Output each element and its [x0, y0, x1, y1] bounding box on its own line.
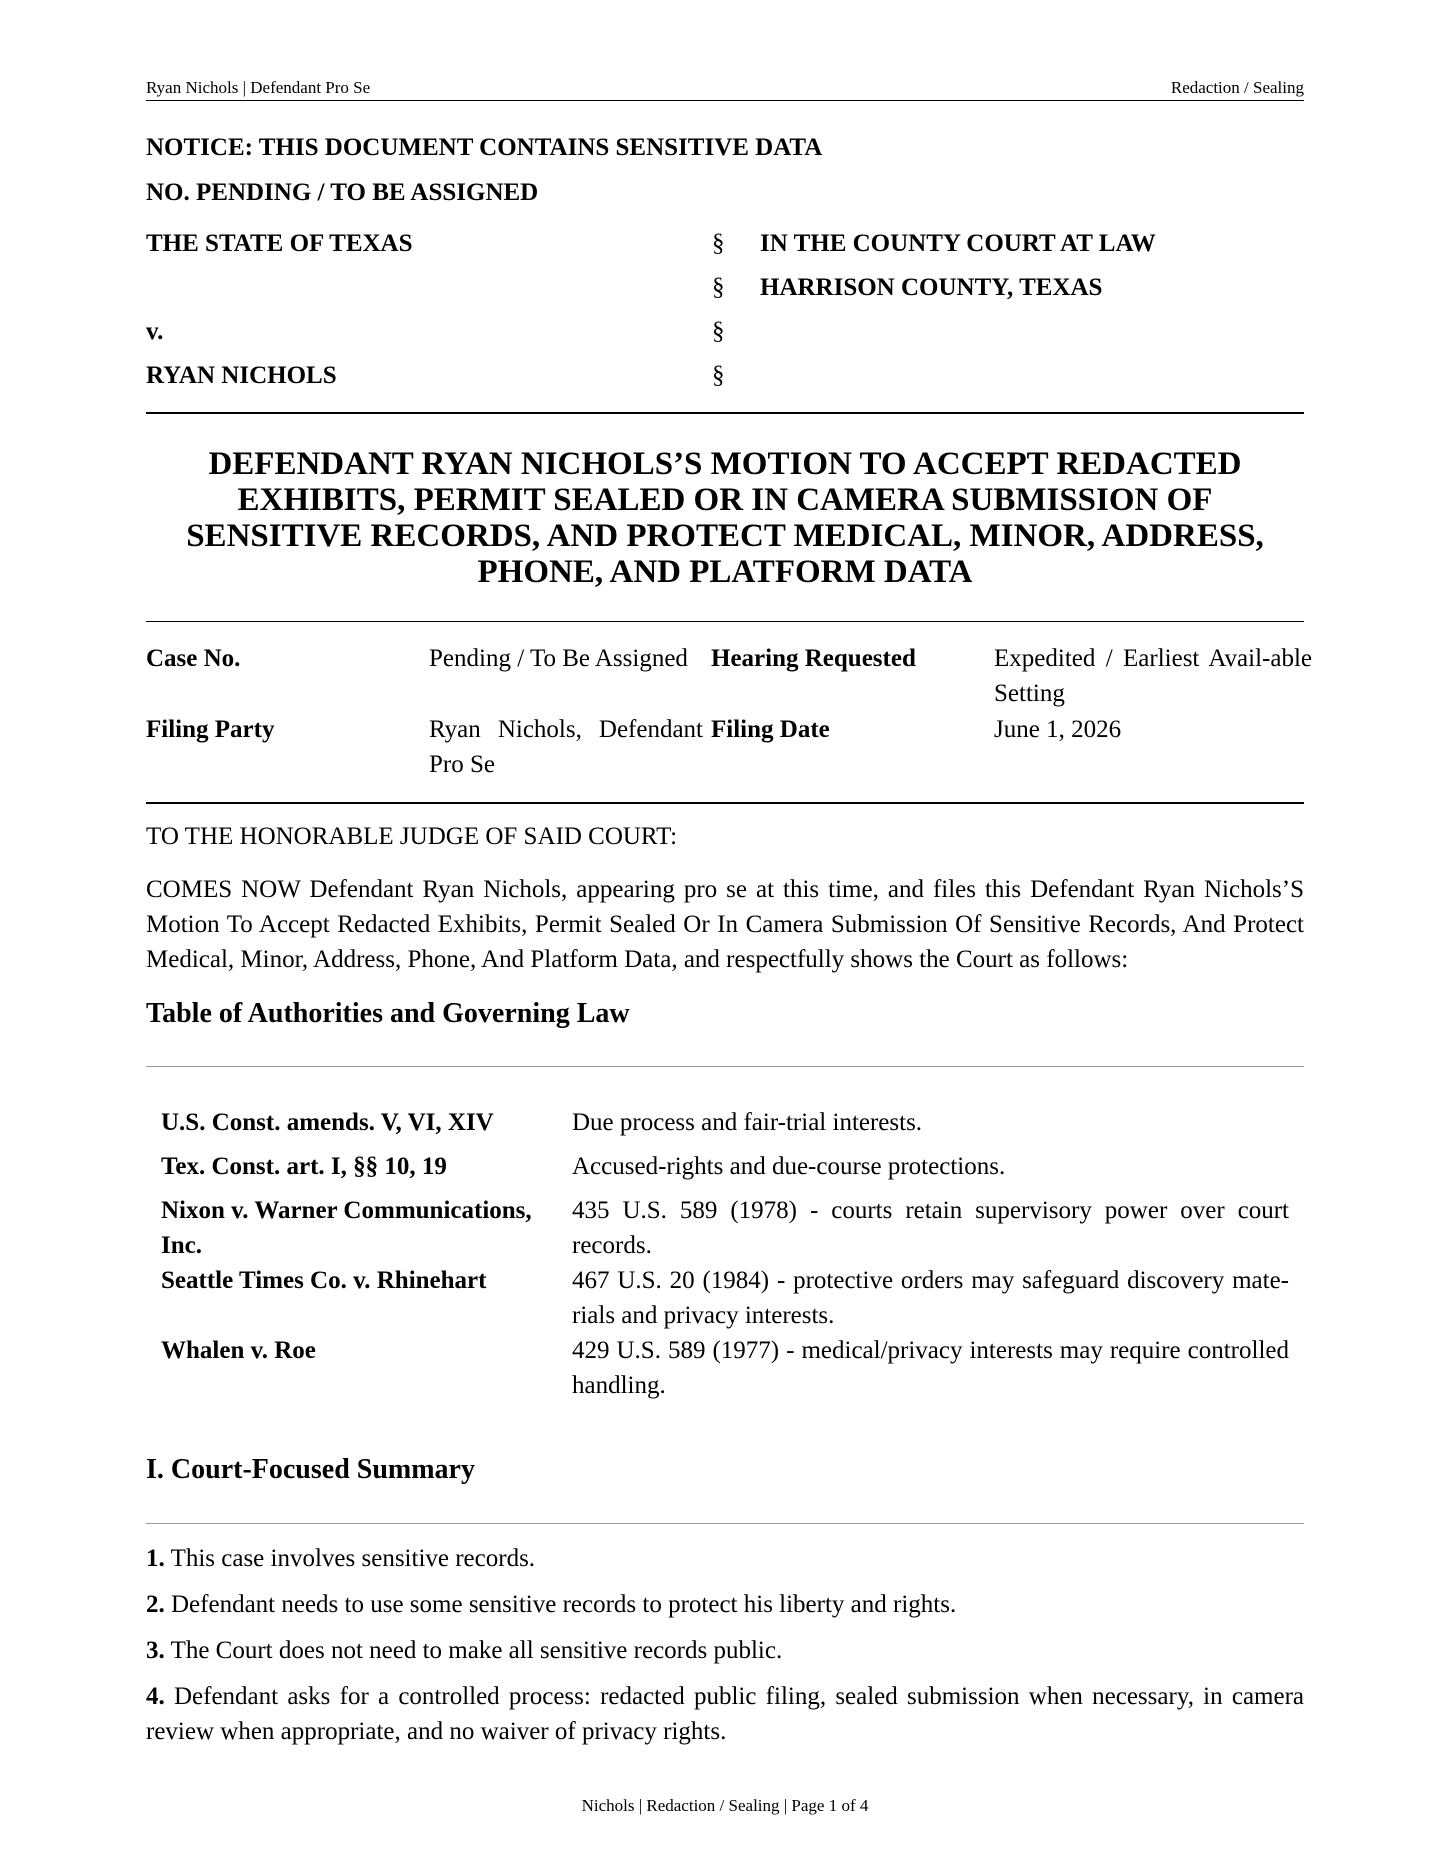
summary-item — [146, 1679, 1304, 1749]
summary-item-text: Defendant needs to use some sensitive records to protect his liberty and rights. — [171, 1591, 957, 1618]
authority-row — [161, 1149, 1289, 1184]
section-symbol: § — [712, 362, 725, 389]
meta-top-divider — [146, 621, 1304, 622]
summary-item-text: Defendant asks for a controlled process: redacted public filing, sealed submission when necessary, in camera review when appropriate, and no waiver of privacy rights. — [146, 1683, 1305, 1745]
meta-bottom-divider — [146, 802, 1304, 804]
caption-row — [146, 222, 1304, 266]
hearing-label: Hearing Requested — [711, 645, 916, 672]
summary-item-number: 1. — [146, 1545, 165, 1572]
section-symbol: § — [712, 274, 725, 301]
case-no-label: Case No. — [146, 645, 241, 672]
caption-divider — [146, 412, 1304, 414]
hearing-value: Expedited / Earliest Avail-able Setting — [994, 645, 1312, 707]
filing-date-label: Filing Date — [711, 716, 830, 743]
authority-name: Whalen v. Roe — [161, 1337, 316, 1364]
filing-party-label: Filing Party — [146, 716, 275, 743]
authority-desc: 467 U.S. 20 (1984) - protective orders may safeguard discovery mate-rials and privacy interests. — [572, 1267, 1289, 1329]
caption-left: THE STATE OF TEXAS — [146, 230, 413, 257]
running-header — [146, 78, 1304, 101]
case-number-line: NO. PENDING / TO BE ASSIGNED — [146, 179, 539, 206]
caption-left: RYAN NICHOLS — [146, 362, 337, 389]
summary-item — [146, 1587, 1304, 1622]
summary-divider — [146, 1523, 1304, 1524]
summary-heading: I. Court-Focused Summary — [146, 1454, 475, 1485]
meta-row — [146, 641, 1312, 711]
authorities-heading: Table of Authorities and Governing Law — [146, 998, 630, 1029]
case-no-value: Pending / To Be Assigned — [429, 645, 688, 672]
summary-item — [146, 1633, 1304, 1668]
authority-desc: 429 U.S. 589 (1977) - medical/privacy interests may require controlled handling. — [572, 1337, 1289, 1399]
case-caption — [146, 222, 1304, 398]
caption-left: v. — [146, 318, 164, 345]
filing-date-value: June 1, 2026 — [994, 716, 1122, 743]
authority-name: Nixon v. Warner Communications, Inc. — [161, 1197, 532, 1259]
salutation: TO THE HONORABLE JUDGE OF SAID COURT: — [146, 823, 678, 850]
case-meta-table — [146, 641, 1312, 782]
section-symbol: § — [712, 230, 725, 257]
authorities-table — [161, 1105, 1289, 1403]
caption-right: HARRISON COUNTY, TEXAS — [760, 274, 1103, 301]
authority-desc: Accused-rights and due-course protections. — [572, 1153, 1006, 1180]
section-symbol: § — [712, 318, 725, 345]
page-footer: Nichols | Redaction / Sealing | Page 1 of 4 — [581, 1796, 869, 1815]
authority-name: Tex. Const. art. I, §§ 10, 19 — [161, 1153, 447, 1180]
authorities-divider — [146, 1066, 1304, 1067]
running-header-left: Ryan Nichols | Defendant Pro Se — [146, 78, 371, 97]
caption-row — [146, 310, 1304, 354]
sensitive-data-notice: NOTICE: THIS DOCUMENT CONTAINS SENSITIVE DATA — [146, 134, 823, 161]
summary-item-number: 3. — [146, 1637, 165, 1664]
authority-name: U.S. Const. amends. V, VI, XIV — [161, 1109, 494, 1136]
authority-name: Seattle Times Co. v. Rhinehart — [161, 1267, 487, 1294]
authority-row — [161, 1333, 1289, 1403]
authority-row — [161, 1193, 1289, 1263]
caption-right: IN THE COUNTY COURT AT LAW — [760, 230, 1156, 257]
summary-item — [146, 1541, 1304, 1576]
authority-row — [161, 1263, 1289, 1333]
authority-desc: 435 U.S. 589 (1978) - courts retain supervisory power over court records. — [572, 1197, 1289, 1259]
summary-item-text: This case involves sensitive records. — [170, 1545, 536, 1572]
meta-row — [146, 712, 1304, 782]
authority-row — [161, 1105, 1289, 1140]
summary-item-text: The Court does not need to make all sensitive records public. — [170, 1637, 783, 1664]
comes-now-paragraph: COMES NOW Defendant Ryan Nichols, appearing pro se at this time, and files this Defendant Ryan Nichols’S Motion To Accept Redacted Exhibits, Permit Sealed Or In Camera Submission Of Sensitive Records, And Protect Medical, Minor, Address, Phone, And Platform Data, and respectfully shows the Court as follows: — [146, 876, 1304, 973]
filing-party-value: Ryan Nichols, Defendant Pro Se — [429, 716, 703, 778]
caption-row — [146, 354, 1304, 398]
caption-row — [146, 266, 1304, 310]
summary-item-number: 4. — [146, 1683, 165, 1710]
running-header-right: Redaction / Sealing — [1170, 78, 1304, 97]
motion-title: DEFENDANT RYAN NICHOLS’S MOTION TO ACCEPT REDACTED EXHIBITS, PERMIT SEALED OR IN CAMERA SUBMISSION OF SENSITIVE RECORDS, AND PROTECT MEDICAL, MINOR, ADDRESS, PHONE, AND PLATFORM DATA — [186, 446, 1264, 590]
summary-item-number: 2. — [146, 1591, 165, 1618]
authority-desc: Due process and fair-trial interests. — [572, 1109, 923, 1136]
